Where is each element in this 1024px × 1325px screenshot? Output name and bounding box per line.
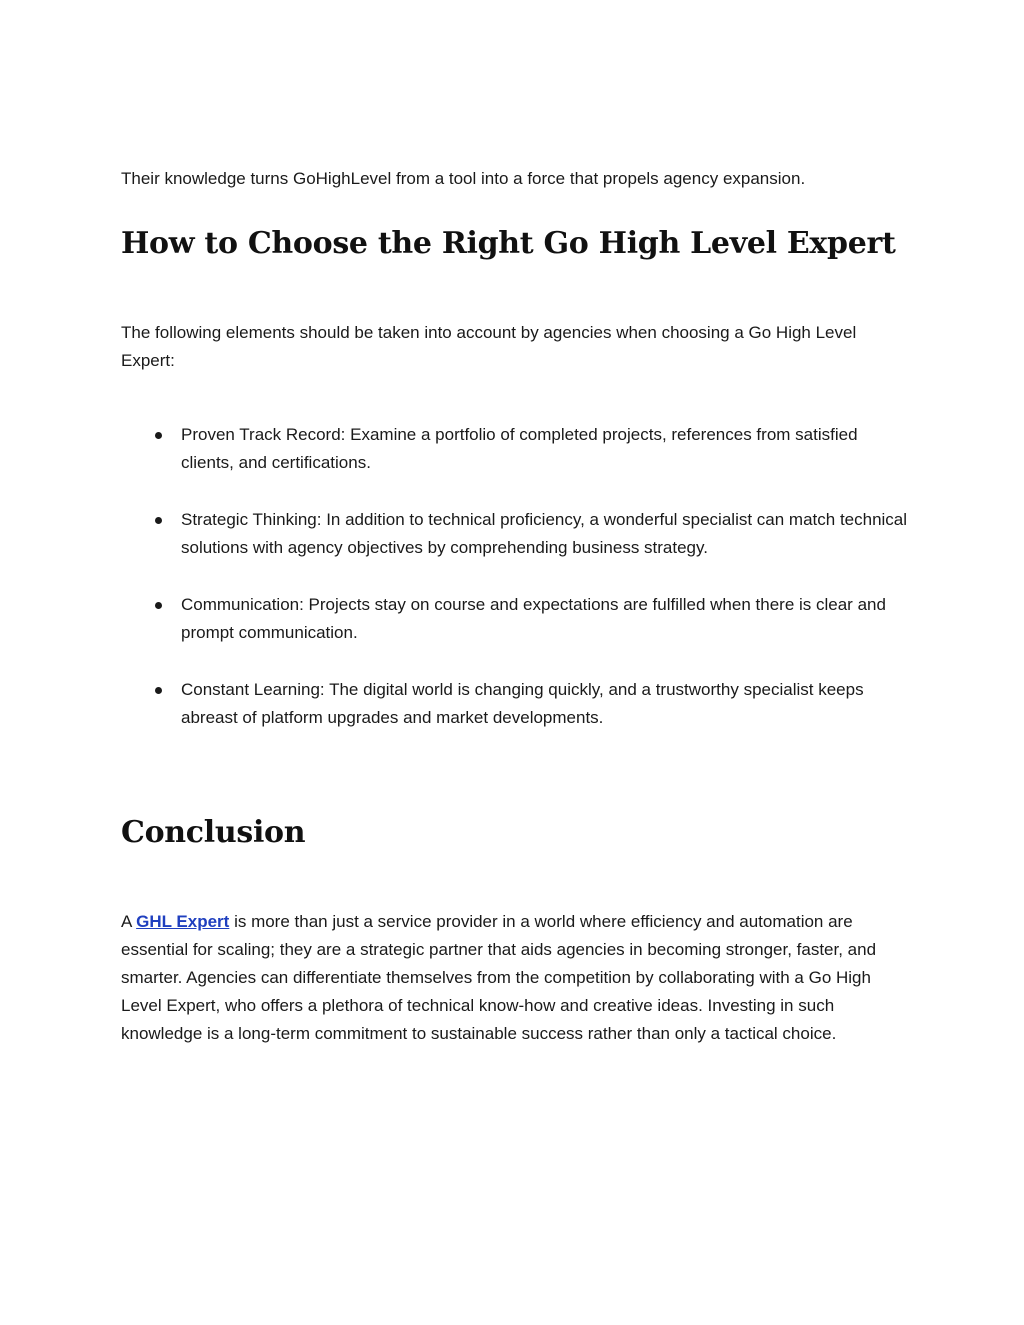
bullet-dot-icon: [155, 432, 162, 439]
intro-paragraph: Their knowledge turns GoHighLevel from a tool into a force that propels agency expansion.: [121, 169, 806, 188]
bullet-dot-icon: [155, 687, 162, 694]
bullet-text: Strategic Thinking: In addition to technical proficiency, a wonderful specialist can match technical solutions with agency objectives by comprehending business strategy.: [181, 510, 908, 557]
bullet-item-constant-learning: [121, 676, 911, 732]
bullet-item-communication: [121, 591, 911, 647]
ghl-expert-link[interactable]: GHL Expert: [136, 912, 230, 931]
heading-conclusion: Conclusion: [121, 815, 306, 850]
bullet-dot-icon: [155, 517, 162, 524]
heading-choose-expert: How to Choose the Right Go High Level Expert: [121, 226, 896, 261]
bullet-text: Communication: Projects stay on course and expectations are fulfilled when there is clear and prompt communication.: [181, 595, 886, 642]
conclusion-paragraph: [121, 908, 901, 1048]
bullet-item-track-record: [121, 421, 911, 477]
bullet-item-strategic-thinking: [121, 506, 911, 562]
conclusion-prefix: A: [121, 912, 137, 931]
choose-lead-paragraph: The following elements should be taken into account by agencies when choosing a Go High Level Expert:: [121, 323, 857, 370]
conclusion-body: is more than just a service provider in a world where efficiency and automation are essential for scaling; they are a strategic partner that aids agencies in becoming stronger, faster, and smarter. Agencies can differentiate themselves from the competition by collaborating with a Go High Level Expert, who offers a plethora of technical know-how and creative ideas. Investing in such knowledge is a long-term commitment to sustainable success rather than only a tactical choice.: [121, 912, 877, 1043]
bullet-text: Proven Track Record: Examine a portfolio of completed projects, references from satisfied clients, and certifications.: [181, 425, 858, 472]
bullet-text: Constant Learning: The digital world is changing quickly, and a trustworthy specialist keeps abreast of platform upgrades and market developments.: [181, 680, 864, 727]
bullet-dot-icon: [155, 602, 162, 609]
criteria-bullet-list: [121, 421, 911, 761]
